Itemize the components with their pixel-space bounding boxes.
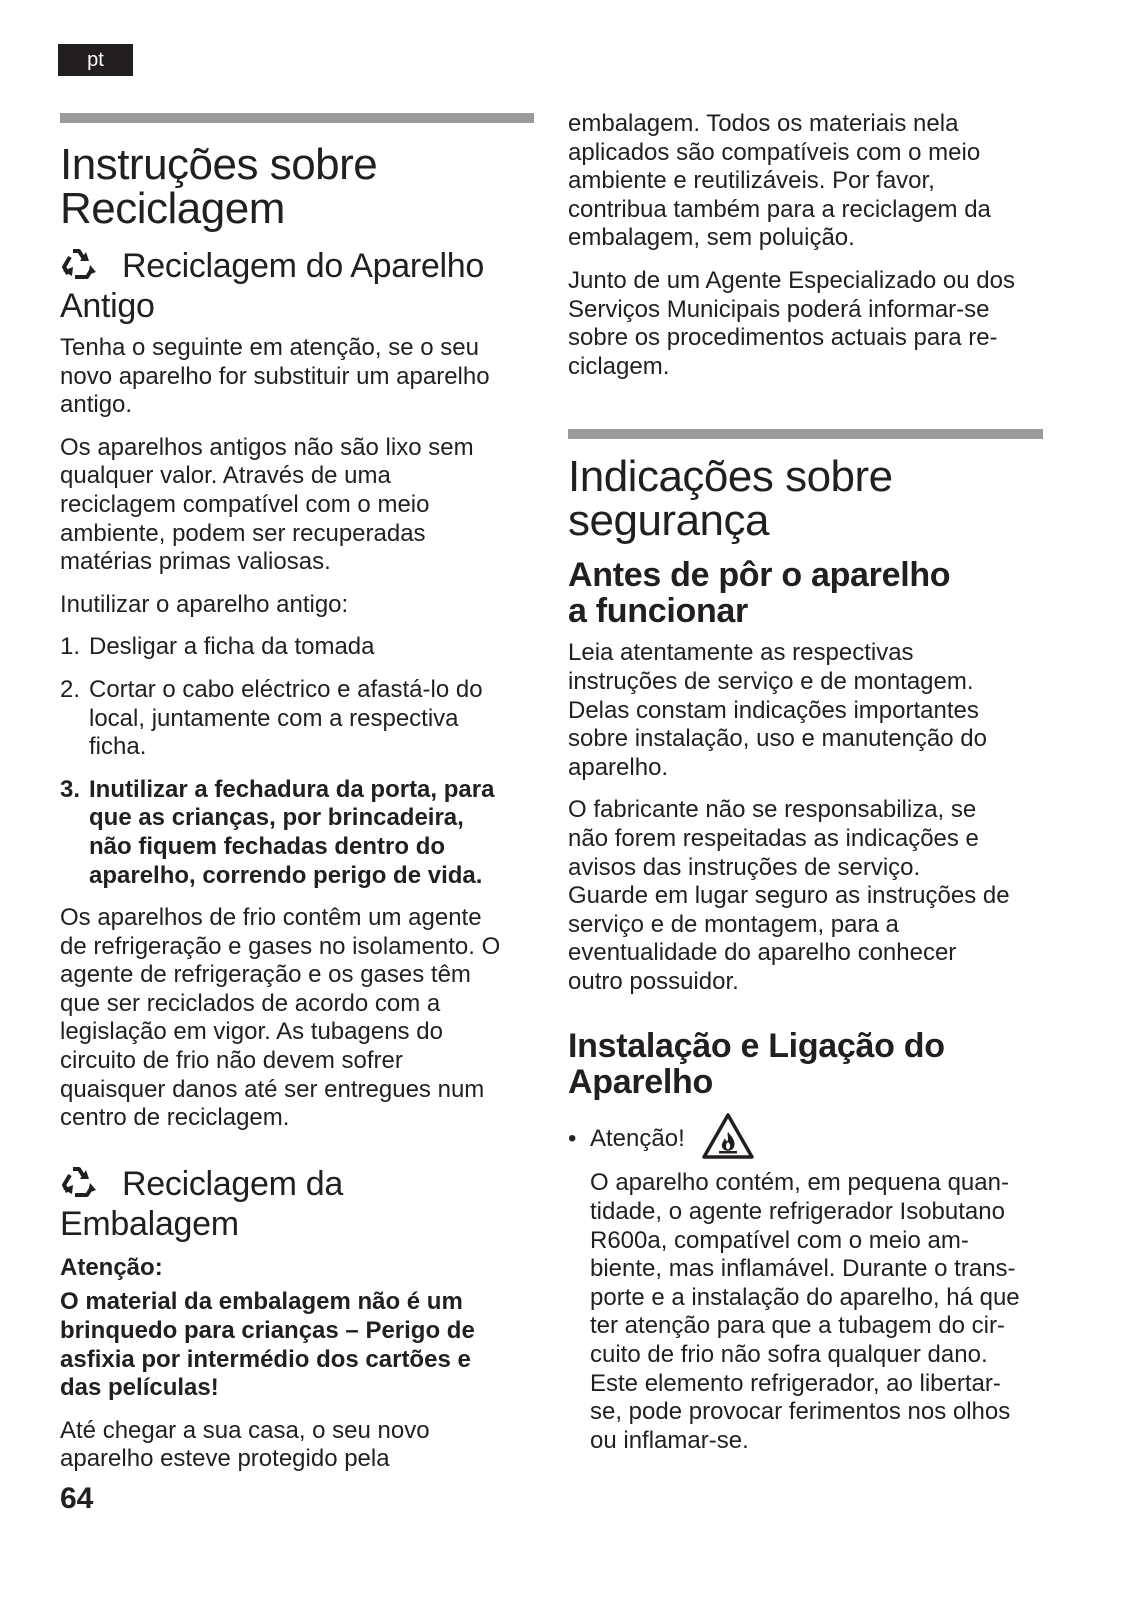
packaging-heading: Reciclagem da Embalagem [60,1164,343,1243]
list-item-warning: 3. Inutilizar a fechadura da porta, para que as crianças, por brincadeira, não fiquem fechadas dentro do aparelho, correndo perigo de vida. [60,775,495,889]
warning-text: O material da embalagem não é um brinquedo para crianças – Perigo de asfixia por intermédio dos cartões e das películas! [60,1288,475,1402]
safety-title: Indicações sobre segurança [568,452,893,546]
paragraph: Até chegar a sua casa, o seu novo aparelho esteve protegido pela [60,1416,430,1473]
paragraph: Tenha o seguinte em atenção, se o seu novo aparelho for substituir um aparelho antigo. [60,334,490,419]
left-column [60,0,534,1474]
paragraph: Os aparelhos antigos não são lixo sem qualquer valor. Através de uma reciclagem compatível com o meio ambiente, podem ser recuperadas matérias primas valiosas. [60,433,474,576]
flammable-warning-icon [701,1112,755,1165]
section-rule [568,429,1043,439]
list-item: 1. Desligar a ficha da tomada [60,633,375,661]
recycling-title: Instruções sobre Reciclagem [60,140,378,233]
paragraph: Leia atentamente as respectivas instruções de serviço e de montagem. Delas constam indicações importantes sobre instalação, uso e manutenção do aparelho. [568,639,987,781]
recycle-icon [60,1165,98,1206]
paragraph: embalagem. Todos os materiais nela aplicados são compatíveis com o meio ambiente e reutilizáveis. Por favor, contribua também para a reciclagem da embalagem, sem poluição. [568,110,991,252]
paragraph: O fabricante não se responsabiliza, se não forem respeitadas as indicações e avisos das instruções de serviço. Guarde em lugar seguro as instruções de serviço e de montagem, para a eventualidade do aparelho conhecer outro possuidor. [568,796,1010,995]
recycle-icon [60,247,98,288]
attention-row: • Atenção! [568,1112,1043,1165]
paragraph: Junto de um Agente Especializado ou dos Serviços Municipais poderá informar-se sobre os procedimentos actuais para re- ciclagem. [568,266,1015,380]
page-number: 64 [60,1482,94,1515]
paragraph: Os aparelhos de frio contêm um agente de refrigeração e gases no isolamento. O agente de refrigeração e os gases têm que ser reciclados de acordo com a legislação em vigor. As tubagens do circuito de frio não devem sofrer quaisquer danos até ser entregues num centro de reciclagem. [60,904,501,1132]
installation-heading: Instalação e Ligação do Aparelho [568,1027,945,1102]
list-item: 2. Cortar o cabo eléctrico e afastá-lo do local, juntamente com a respectiva ficha. [60,675,483,761]
before-use-heading: Antes de pôr o aparelho a funcionar [568,556,951,631]
paragraph: Inutilizar o aparelho antigo: [60,590,349,618]
section-rule [60,113,534,123]
language-tag: pt [58,44,133,76]
paragraph: O aparelho contém, em pequena quan- tidade, o agente refrigerador Isobutano R600a, compatível com o meio am- biente, mas inflamável. Durante o trans- porte e a instalação do aparelho, há que ter atenção para que a tubagem do cir- cuito de frio não sofra qualquer dano. Este elemento refrigerador, ao libertar- se, pode provocar ferimentos nos olhos ou inflamar-se. [590,1169,1020,1454]
attention-label: Atenção: [60,1253,163,1281]
right-column [568,0,1043,1455]
old-appliance-heading: Reciclagem do Aparelho Antigo [60,247,484,325]
